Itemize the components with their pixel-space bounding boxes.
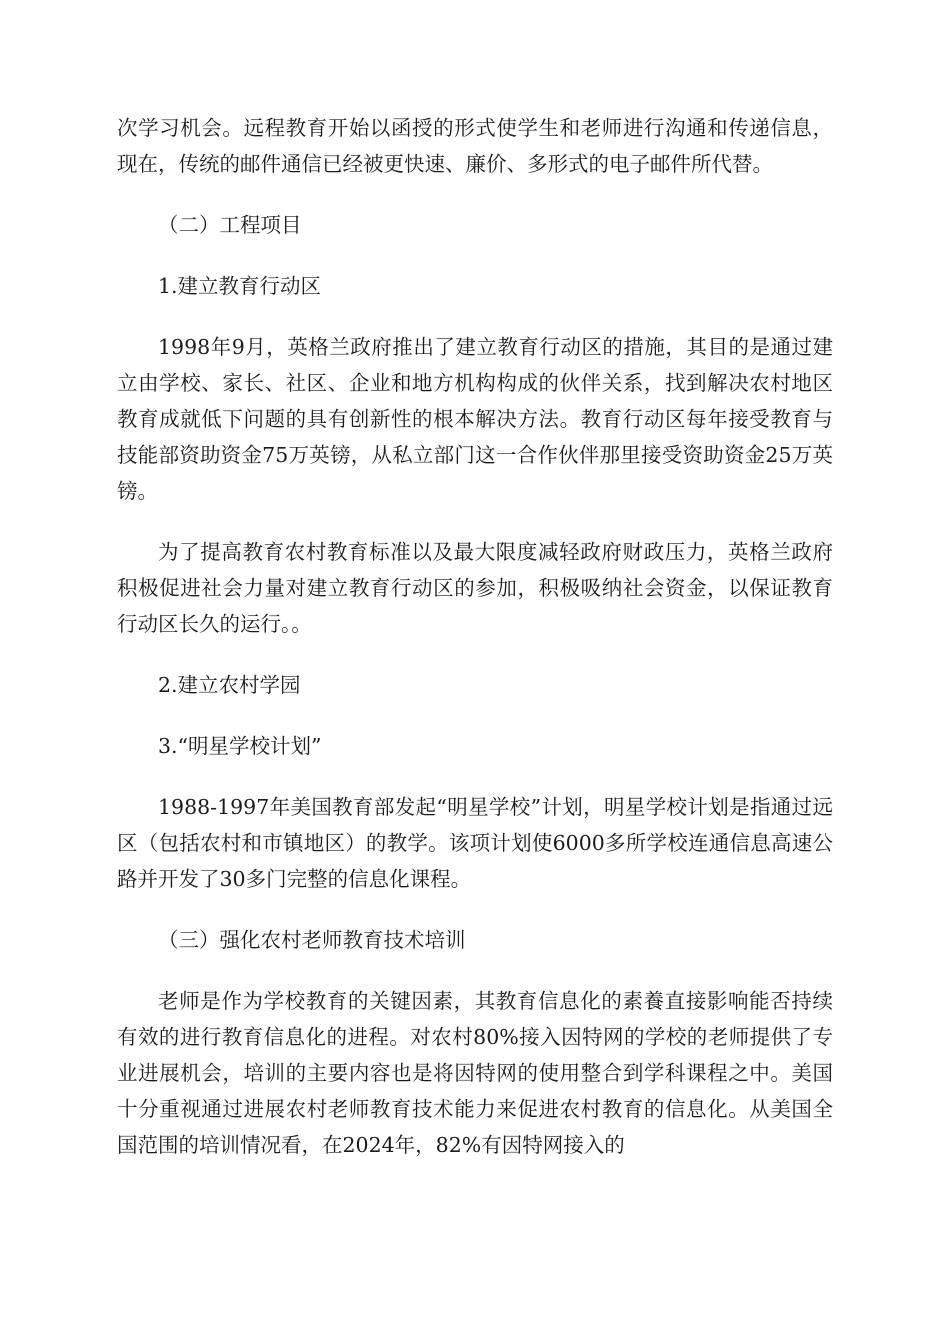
paragraph-teacher-training: 老师是作为学校教育的关键因素，其教育信息化的素養直接影响能否持续有效的进行教育信息化的进程。对农村80%接入因特网的学校的老师提供了专业进展机会，培训的主要内容也是将因特网的使用整合到学科课程之中。美国十分重视通过进展农村老师教育技术能力来促进农村教育的信息化。从美国全国范围的培训情况看，在2024年，82%有因特网接入的 (117, 989, 833, 1157)
subheading-star-schools: 3.“明星学校计划” (158, 734, 322, 758)
document-body (117, 110, 833, 1188)
section-heading-engineering-projects: （二）工程项目 (158, 213, 302, 237)
paragraph-action-zone-social: 为了提高教育农村教育标准以及最大限度减轻政府财政压力，英格兰政府积极促进社会力量对建立教育行动区的参加，积极吸纳社会资金，以保证教育行动区长久的运行。。 (117, 540, 833, 636)
subheading-education-action-zone: 1.建立教育行动区 (158, 274, 322, 298)
paragraph-action-zone-1998: 1998年9月，英格兰政府推出了建立教育行动区的措施，其目的是通过建立由学校、家长、社区、企业和地方机构构成的伙伴关系，找到解决农村地区教育成就低下问题的具有创新性的根本解决方法。教育行动区每年接受教育与技能部资助资金75万英镑，从私立部门这一合作伙伴那里接受资助资金25万英镑。 (117, 335, 833, 503)
subheading-rural-campus: 2.建立农村学园 (158, 673, 301, 697)
section-heading-teacher-training: （三）强化农村老师教育技术培训 (158, 928, 466, 952)
paragraph-remote-education: 次学习机会。远程教育开始以函授的形式使学生和老师进行沟通和传递信息，现在，传统的邮件通信已经被更快速、廉价、多形式的电子邮件所代替。 (117, 116, 833, 176)
paragraph-star-schools: 1988-1997年美国教育部发起“明星学校”计划，明星学校计划是指通过远区（包括农村和市镇地区）的教学。该项计划使6000多所学校连通信息高速公路并开发了30多门完整的信息化课程。 (117, 795, 833, 891)
